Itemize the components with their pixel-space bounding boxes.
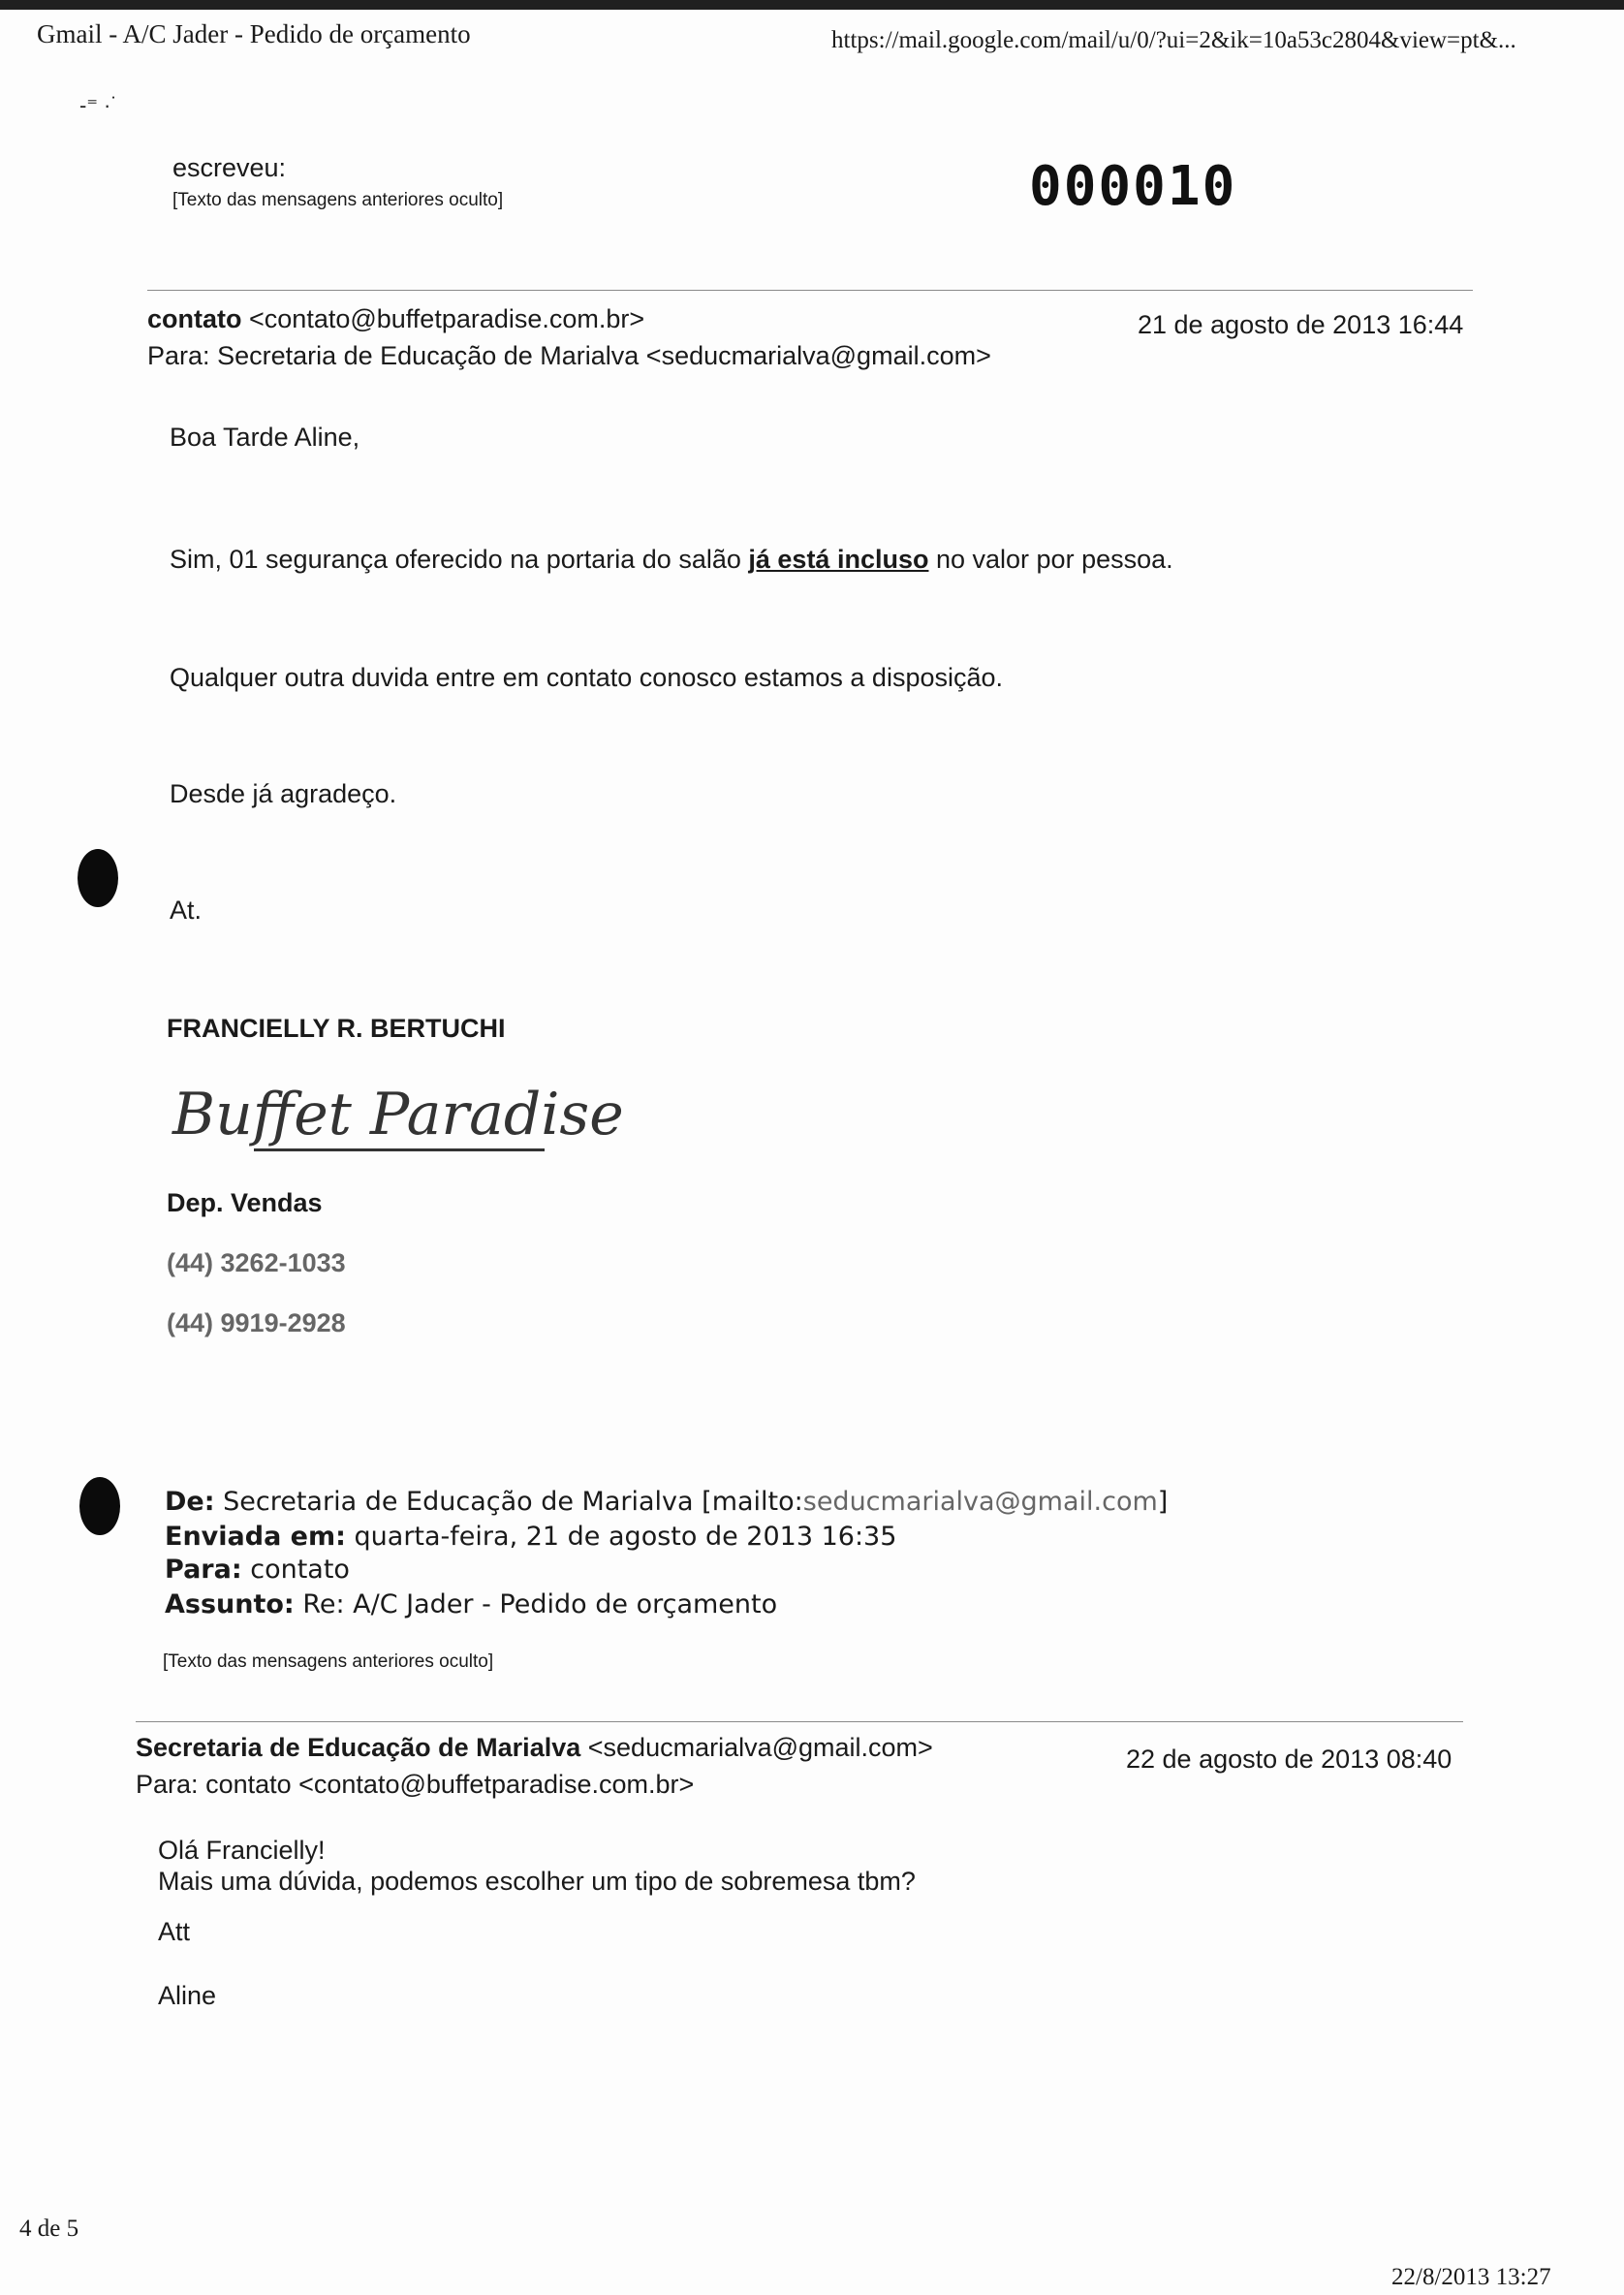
message1-closing: At. — [170, 896, 203, 925]
message1-date: 21 de agosto de 2013 16:44 — [1138, 310, 1464, 339]
message1-body-line3: Desde já agradeço. — [170, 779, 397, 808]
message1-body-emphasis: já está incluso — [748, 545, 929, 574]
quoted-from-value: Secretaria de Educação de Marialva [mailto: — [223, 1487, 803, 1517]
quoted-hidden-text[interactable]: [Texto das mensagens anteriores oculto] — [163, 1651, 494, 1672]
message2-body-line1: Olá Francielly! — [158, 1836, 326, 1865]
signature-phone-1: (44) 3262-1033 — [167, 1248, 346, 1277]
prev-hidden-text[interactable]: [Texto das mensagens anteriores oculto] — [172, 190, 504, 210]
quoted-sent-value: quarta-feira, 21 de agosto de 2013 16:35 — [354, 1522, 897, 1552]
scan-marks: -⁼ ·˙ — [79, 93, 118, 117]
signature-phone-2: (44) 9919-2928 — [167, 1308, 346, 1337]
quoted-to-value: contato — [250, 1555, 350, 1585]
message1-to-value: Secretaria de Educação de Marialva <seducmarialva@gmail.com> — [217, 341, 991, 370]
message1-sender — [147, 304, 644, 334]
message1-sender-name: contato — [147, 304, 242, 333]
message1-body-pre: Sim, 01 segurança oferecido na portaria do salão — [170, 545, 741, 574]
message2-recipient — [136, 1770, 694, 1800]
quoted-subject-label: Assunto: — [165, 1589, 295, 1619]
message2-body-line3: Att — [158, 1917, 191, 1946]
message2-body-line4: Aline — [158, 1981, 217, 2010]
message-divider — [136, 1721, 1463, 1722]
quoted-to — [165, 1555, 350, 1585]
page-number-stamp: 000010 — [1029, 155, 1237, 218]
punch-hole — [79, 1477, 120, 1535]
quoted-sent-label: Enviada em: — [165, 1522, 346, 1552]
buffet-paradise-logo: Buffet Paradise — [172, 1081, 624, 1148]
message1-body-line2: Qualquer outra duvida entre em contato conosco estamos a disposição. — [170, 663, 1004, 692]
prev-wrote: escreveu: — [172, 153, 287, 182]
message-divider — [147, 290, 1473, 291]
message1-body-post: no valor por pessoa. — [935, 545, 1173, 574]
message2-sender — [136, 1733, 933, 1763]
logo-underline — [254, 1148, 545, 1151]
message1-recipient — [147, 341, 991, 371]
quoted-subject — [165, 1589, 777, 1619]
message1-body-line1 — [170, 545, 1173, 575]
print-header-url: https://mail.google.com/mail/u/0/?ui=2&ik=10a53c2804&view=pt&... — [831, 27, 1516, 53]
message2-date: 22 de agosto de 2013 08:40 — [1126, 1745, 1452, 1774]
quoted-to-label: Para: — [165, 1555, 242, 1585]
quoted-from-email[interactable]: seducmarialva@gmail.com — [802, 1487, 1158, 1517]
signature-name: FRANCIELLY R. BERTUCHI — [167, 1014, 506, 1043]
quoted-from-label: De: — [165, 1487, 215, 1517]
print-footer-page: 4 de 5 — [19, 2216, 79, 2242]
quoted-from — [165, 1487, 1168, 1517]
message2-to-value: contato <contato@buffetparadise.com.br> — [205, 1770, 695, 1799]
message2-sender-name: Secretaria de Educação de Marialva — [136, 1733, 581, 1762]
message2-to-label: Para: — [136, 1770, 199, 1799]
quoted-from-end: ] — [1157, 1487, 1169, 1517]
message2-body-line2: Mais uma dúvida, podemos escolher um tipo de sobremesa tbm? — [158, 1867, 916, 1896]
message1-sender-email: <contato@buffetparadise.com.br> — [249, 304, 645, 333]
message1-to-label: Para: — [147, 341, 210, 370]
print-footer-timestamp: 22/8/2013 13:27 — [1391, 2264, 1551, 2290]
quoted-sent — [165, 1522, 896, 1552]
message1-greeting: Boa Tarde Aline, — [170, 423, 360, 452]
signature-department: Dep. Vendas — [167, 1188, 323, 1217]
quoted-subject-value: Re: A/C Jader - Pedido de orçamento — [302, 1589, 778, 1619]
print-header-title: Gmail - A/C Jader - Pedido de orçamento — [37, 19, 471, 48]
scan-border — [0, 0, 1624, 10]
punch-hole — [78, 849, 118, 907]
message2-sender-email: <seducmarialva@gmail.com> — [587, 1733, 933, 1762]
